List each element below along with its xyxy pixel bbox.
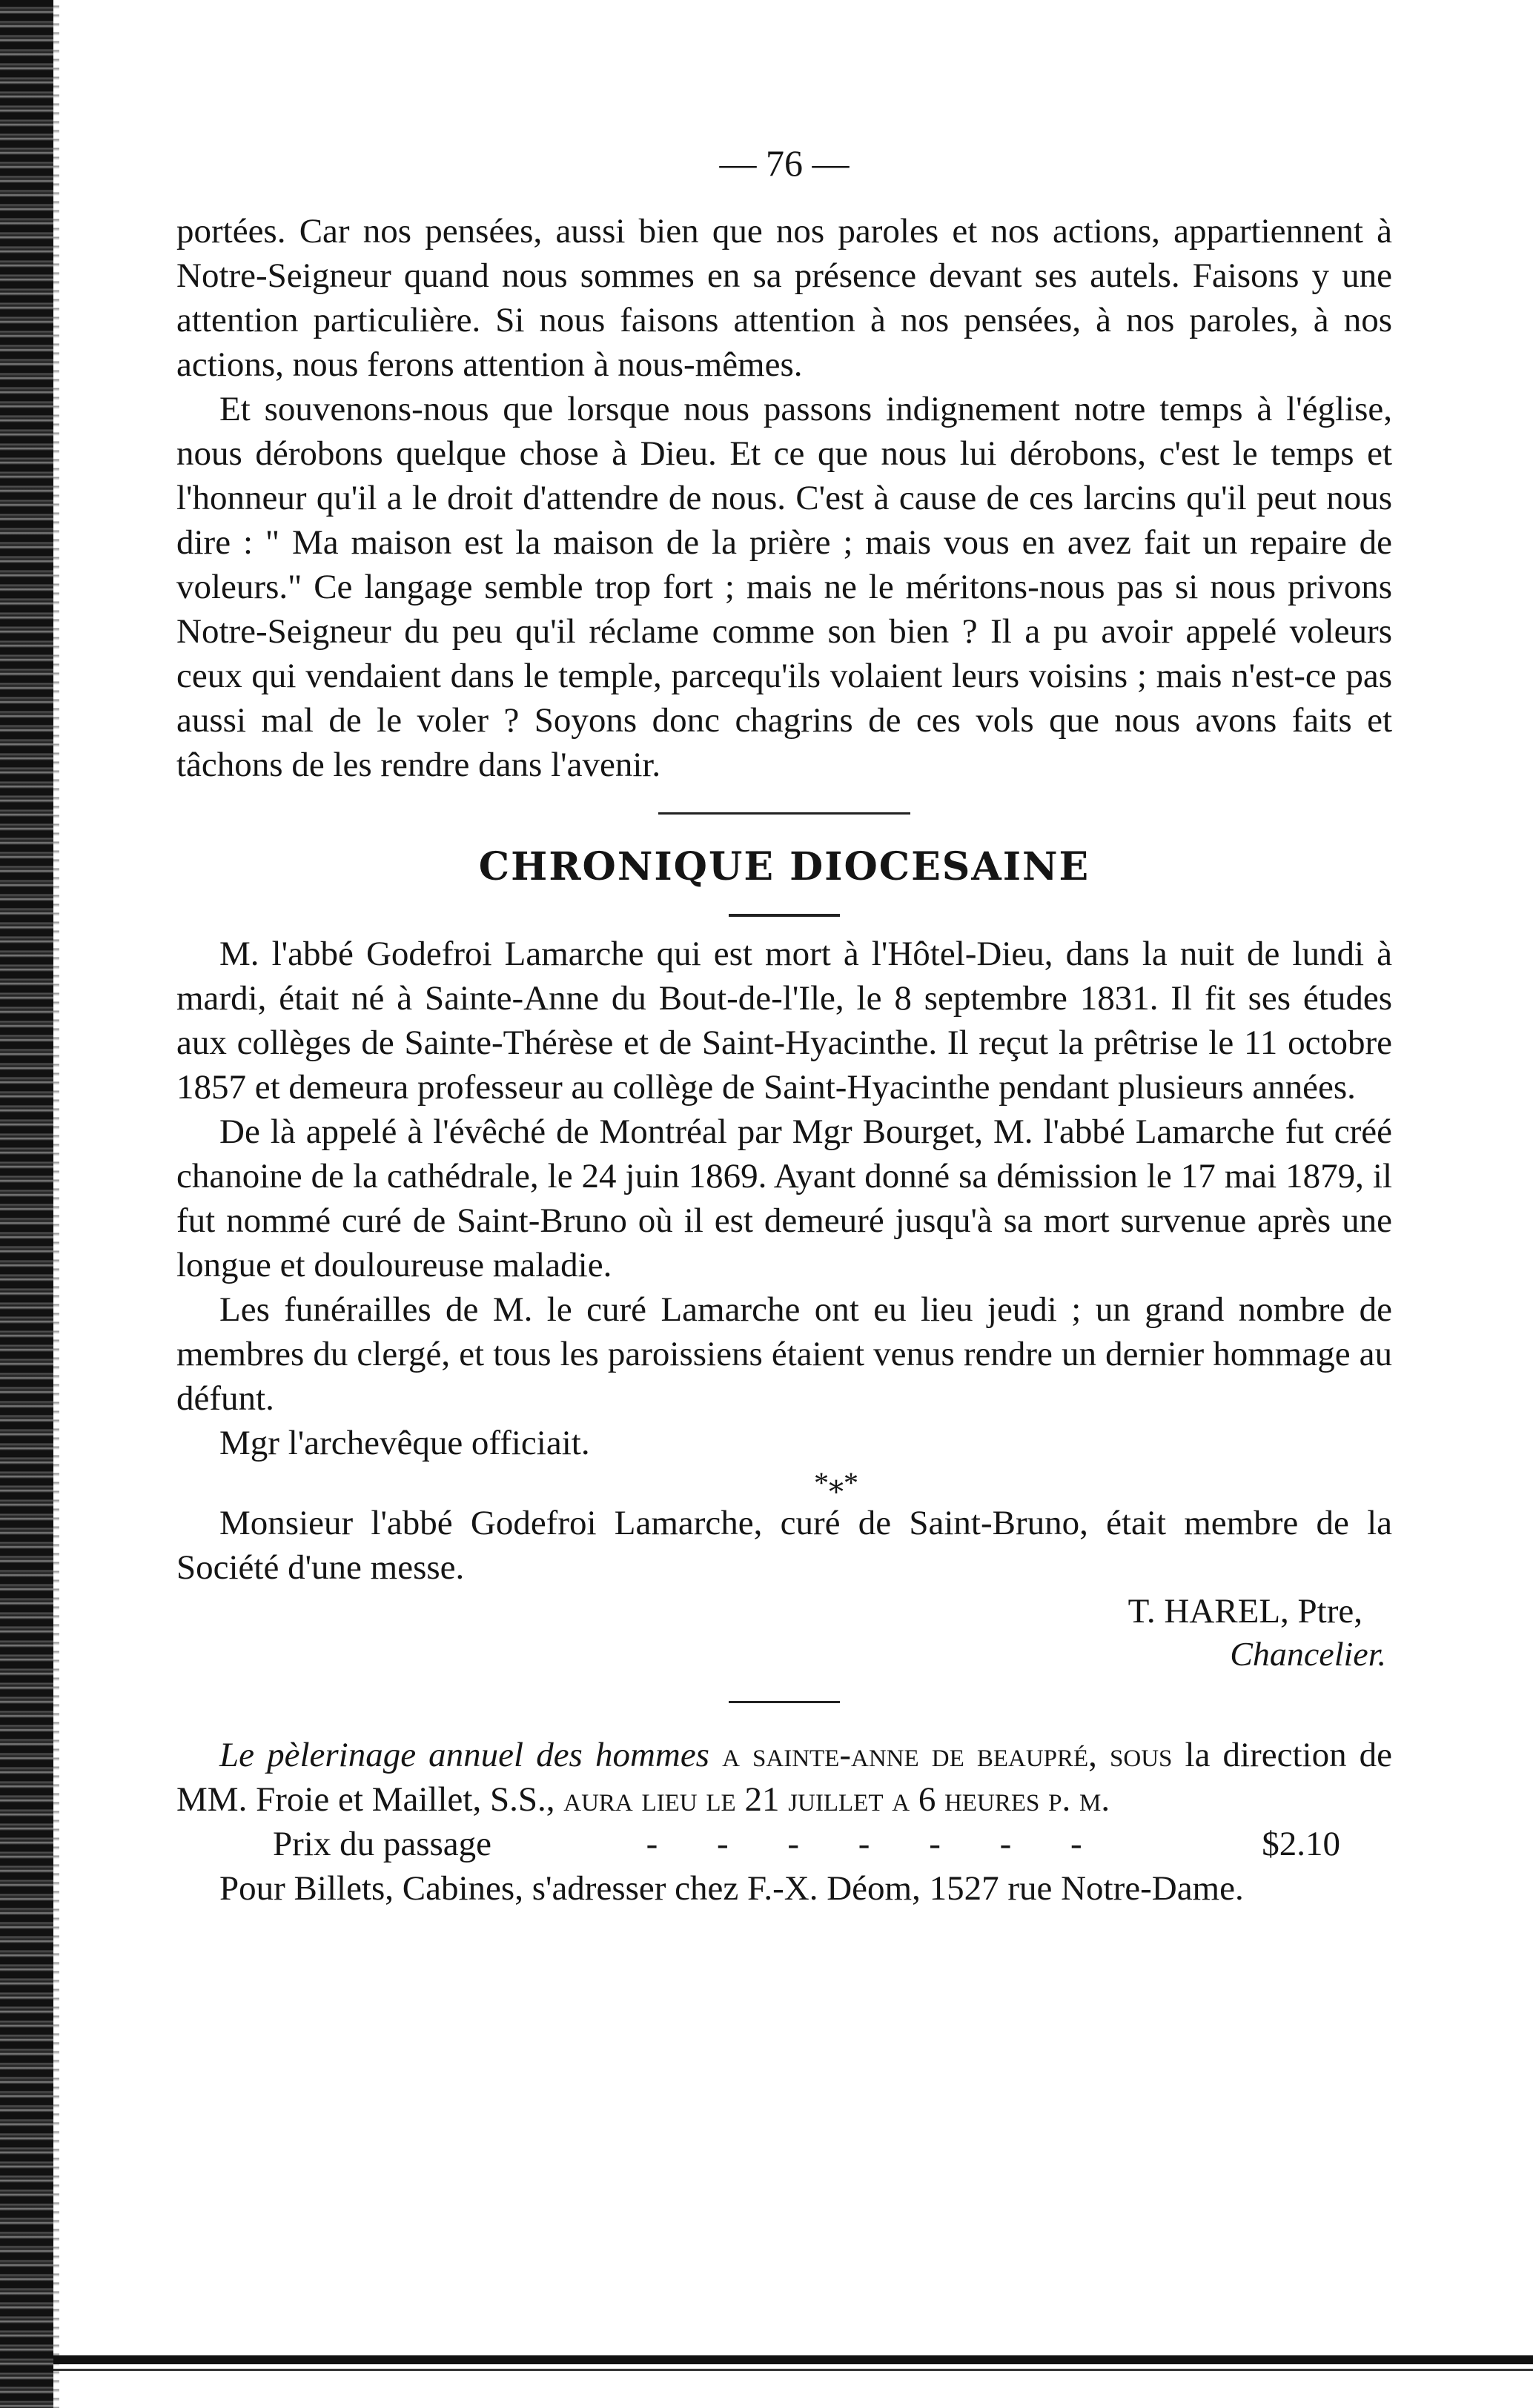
book-spine-shadow bbox=[0, 0, 53, 2408]
price-value: $2.10 bbox=[1262, 1825, 1340, 1863]
heading-underline bbox=[729, 914, 840, 917]
pilgrimage-direction: la direction de MM. Froie et Maillet, S.S., bbox=[176, 1736, 1393, 1819]
section-heading: CHRONIQUE DIOCESAINE bbox=[478, 844, 1090, 889]
pilgrimage-lead: Le pèlerinage annuel des hommes bbox=[219, 1736, 709, 1774]
asterism: *⁎* bbox=[814, 1466, 858, 1499]
paragraph: Les funérailles de M. le curé Lamarche ont eu lieu jeudi ; un grand nombre de membres du clergé, et tous les paroissiens étaient venus rendre un dernier hommage au défunt. bbox=[176, 1290, 1392, 1418]
price-leader: - - - - - - - bbox=[646, 1825, 1107, 1863]
pilgrimage-destination: a sainte-anne de beaupré, sous bbox=[722, 1736, 1173, 1774]
page-content bbox=[176, 141, 1392, 1911]
signature-title: Chancelier. bbox=[1230, 1635, 1386, 1673]
paragraph: Mgr l'archevêque officiait. bbox=[219, 1424, 590, 1462]
paragraph: M. l'abbé Godefroi Lamarche qui est mort à l'Hôtel-Dieu, dans la nuit de lundi à mardi, était né à Sainte-Anne du Bout-de-l'Ile, le 8 septembre 1831. Il fit ses études aux collèges de Sainte-Thérèse et de Saint-Hyacinthe. Il reçut la prêtrise le 11 octobre 1857 et demeura professeur au collège de Saint-Hyacinthe pendant plusieurs années. bbox=[176, 935, 1392, 1107]
section-divider bbox=[729, 1701, 840, 1703]
bottom-border bbox=[53, 2355, 1533, 2364]
section-divider bbox=[658, 812, 910, 815]
signature-name: T. HAREL, Ptre, bbox=[1128, 1592, 1363, 1631]
notice-paragraph: Monsieur l'abbé Godefroi Lamarche, curé de Saint-Bruno, était membre de la Société d'une messe. bbox=[176, 1504, 1392, 1587]
page-number: — 76 — bbox=[719, 142, 850, 184]
paragraph: portées. Car nos pensées, aussi bien que nos paroles et nos actions, appartiennent à Notre-Seigneur quand nous sommes en sa présence devant ses autels. Faisons y une attention particulière. Si nous faisons attention à nos pensées, à nos paroles, à nos actions, nous ferons attention à nous-mêmes. bbox=[176, 212, 1392, 384]
book-spine-edge bbox=[53, 0, 59, 2408]
pilgrimage-notice bbox=[176, 1733, 1392, 1822]
bottom-border-thin bbox=[53, 2369, 1533, 2371]
price-label: Prix du passage bbox=[273, 1825, 492, 1863]
tickets-line: Pour Billets, Cabines, s'adresser chez F.-X. Déom, 1527 rue Notre-Dame. bbox=[219, 1869, 1244, 1908]
paragraph: De là appelé à l'évêché de Montréal par Mgr Bourget, M. l'abbé Lamarche fut créé chanoine de la cathédrale, le 24 juin 1869. Ayant donné sa démission le 17 mai 1879, il fut nommé curé de Saint-Bruno où il est demeuré jusqu'à sa mort survenue après une longue et douloureuse maladie. bbox=[176, 1112, 1392, 1284]
pilgrimage-date: aura lieu le 21 juillet a 6 heures p. m. bbox=[563, 1780, 1110, 1819]
paragraph: Et souvenons-nous que lorsque nous passons indignement notre temps à l'église, nous dérobons quelque chose à Dieu. Et ce que nous lui dérobons, c'est le temps et l'honneur qu'il a le droit d'attendre de nous. C'est à cause de ces larcins qu'il peut nous dire : " Ma maison est la maison de la prière ; mais vous en avez fait un repaire de voleurs." Ce langage semble trop fort ; mais ne le méritons-nous pas si nous privons Notre-Seigneur du peu qu'il réclame comme son bien ? Il a pu avoir appelé voleurs ceux qui vendaient dans le temple, parcequ'ils volaient leurs voisins ; mais n'est-ce pas aussi mal de le voler ? Soyons donc chagrins de ces vols que nous avons faits et tâchons de les rendre dans l'avenir. bbox=[176, 390, 1392, 784]
price-line bbox=[176, 1822, 1392, 1866]
